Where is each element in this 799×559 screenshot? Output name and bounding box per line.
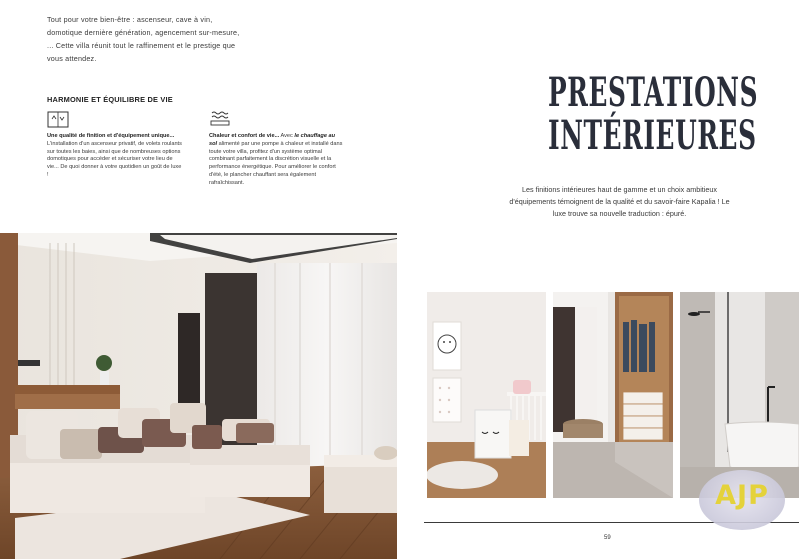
heading-line-2: INTÉRIEURES xyxy=(548,112,757,159)
feature-finition xyxy=(47,133,182,180)
feature-chaleur-body-after: alimenté par une pompe à chaleur et installé dans toute votre villa, profitez d'un système optimal combinant parfaitement la discrétion visuelle et la performance énergétique. Pour améliorer le confort d'été, le plancher chauffant sera également rafraîchissant. xyxy=(209,140,343,186)
bathroom-photo xyxy=(680,292,799,498)
feature-chaleur-title: Chaleur et confort de vie... xyxy=(209,133,280,139)
living-room-photo xyxy=(0,233,397,559)
heading-line-1: PRESTATIONS xyxy=(548,69,759,116)
page-heading xyxy=(548,69,759,159)
intro-subtext: Les finitions intérieures haut de gamme et un choix ambitieux d'équipements témoignent de la qualité et du savoir-faire Kapalia ! Le luxe trouve sa nouvelle traduction : épuré. xyxy=(509,185,730,218)
feature-finition-title: Une qualité de finition et d'équipement unique... xyxy=(47,133,175,139)
feature-chaleur-body-before: Avec xyxy=(279,133,295,139)
section-title: HARMONIE ET ÉQUILIBRE DE VIE xyxy=(47,95,173,104)
page-number: 59 xyxy=(604,535,611,541)
ajp-logo xyxy=(699,470,785,530)
elevator-icon xyxy=(47,111,69,128)
kids-room-photo xyxy=(427,292,546,498)
feature-chaleur xyxy=(209,133,344,188)
heating-icon xyxy=(209,110,231,127)
feature-chaleur-emphasis: le chauffage au sol xyxy=(209,133,336,147)
dressing-room-photo xyxy=(553,292,673,498)
intro-paragraph: Tout pour votre bien-être : ascenseur, cave à vin, domotique dernière génération, agencement sur-mesure, ... Cette villa réunit tout le raffinement et le prestige que vous attendez. xyxy=(47,15,240,63)
feature-finition-body: L'installation d'un ascenseur privatif, de volets roulants sur toutes les baies, ainsi que de nombreuses options domotiques pour accéder et sécuriser votre lieu de vie... De quoi donner à votre quotidien un goût de luxe ! xyxy=(47,140,182,178)
logo-text: AJP xyxy=(715,480,769,511)
